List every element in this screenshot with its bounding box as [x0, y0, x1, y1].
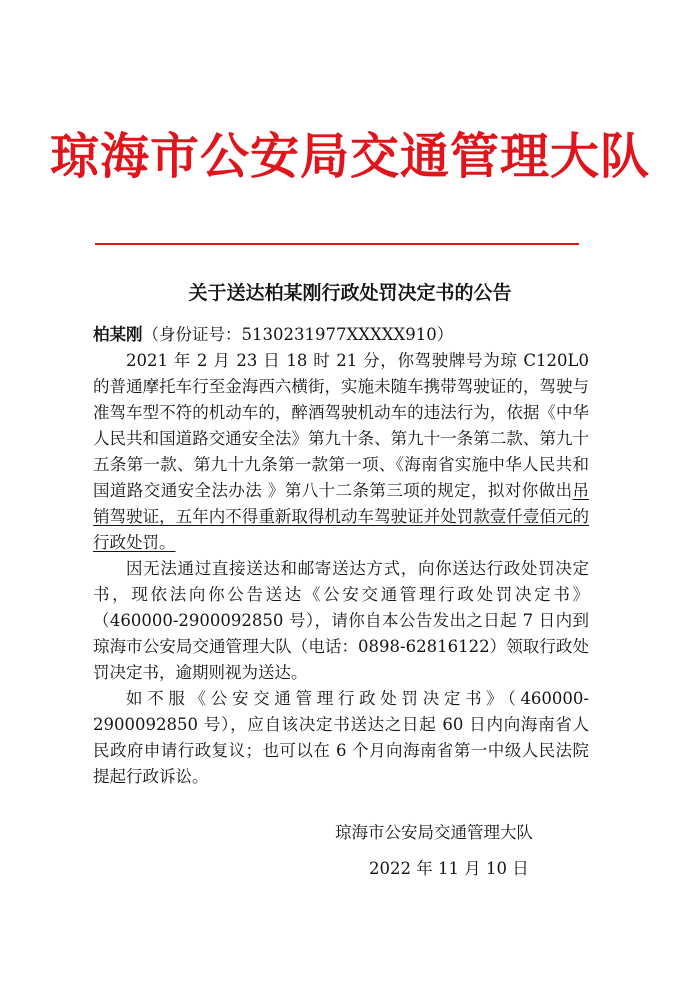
- signature-date: 2022 年 11 月 10 日: [369, 859, 529, 878]
- paragraph-violation-text: 2021 年 2 月 23 日 18 时 21 分，你驾驶牌号为琼 C120L0 的普通摩托车行至金海西六横街，实施未随车携带驾驶证的，驾驶与准驾车型不符的机动车的，醉酒驾驶机动车的违法行为，依据《中华人民共和国道路交通安全法》第九十条、第九十一条第二款、第九十五条第一款、第九十九条第一款第一项、《海南省实施中华人民共和国道路交通安全法办法 》第八十二条第三项的规定，拟对你做出: [93, 351, 589, 500]
- paragraph-appeal: 如不服《公安交通管理行政处罚决定书》（460000-2900092850 号），应自该决定书送达之日起 60 日内向海南省人民政府申请行政复议；也可以在 6 个月向海南省第一中级人民法院提起行政诉讼。: [93, 689, 589, 786]
- notice-title: 关于送达柏某刚行政处罚决定书的公告: [188, 282, 512, 304]
- paragraph-service: 因无法通过直接送达和邮寄送达方式，向你送达行政处罚决定书，现依法向你公告送达《公安交通管理行政处罚决定书》（460000-2900092850 号），请你自本公告发出之日起 7 日内到琼海市公安局交通管理大队（电话：0898-62816122）领取行政处罚决定书，逾期则视为送达。: [93, 559, 589, 682]
- signature-org: 琼海市公安局交通管理大队: [335, 823, 533, 842]
- letterhead-org-name: 琼海市公安局交通管理大队: [49, 127, 650, 185]
- addressee-name: 柏某刚: [93, 325, 143, 344]
- notice-body: [93, 322, 589, 790]
- paragraph-violation: [93, 348, 589, 556]
- addressee-line: [93, 322, 589, 348]
- letterhead-red-rule: [95, 243, 579, 245]
- addressee-id: （身份证号：5130231977XXXXX910）: [142, 325, 454, 344]
- penalty-underlined-text: 吊销驾驶证，五年内不得重新取得机动车驾驶证并处罚款壹仟壹佰元的行政处罚。: [93, 481, 589, 552]
